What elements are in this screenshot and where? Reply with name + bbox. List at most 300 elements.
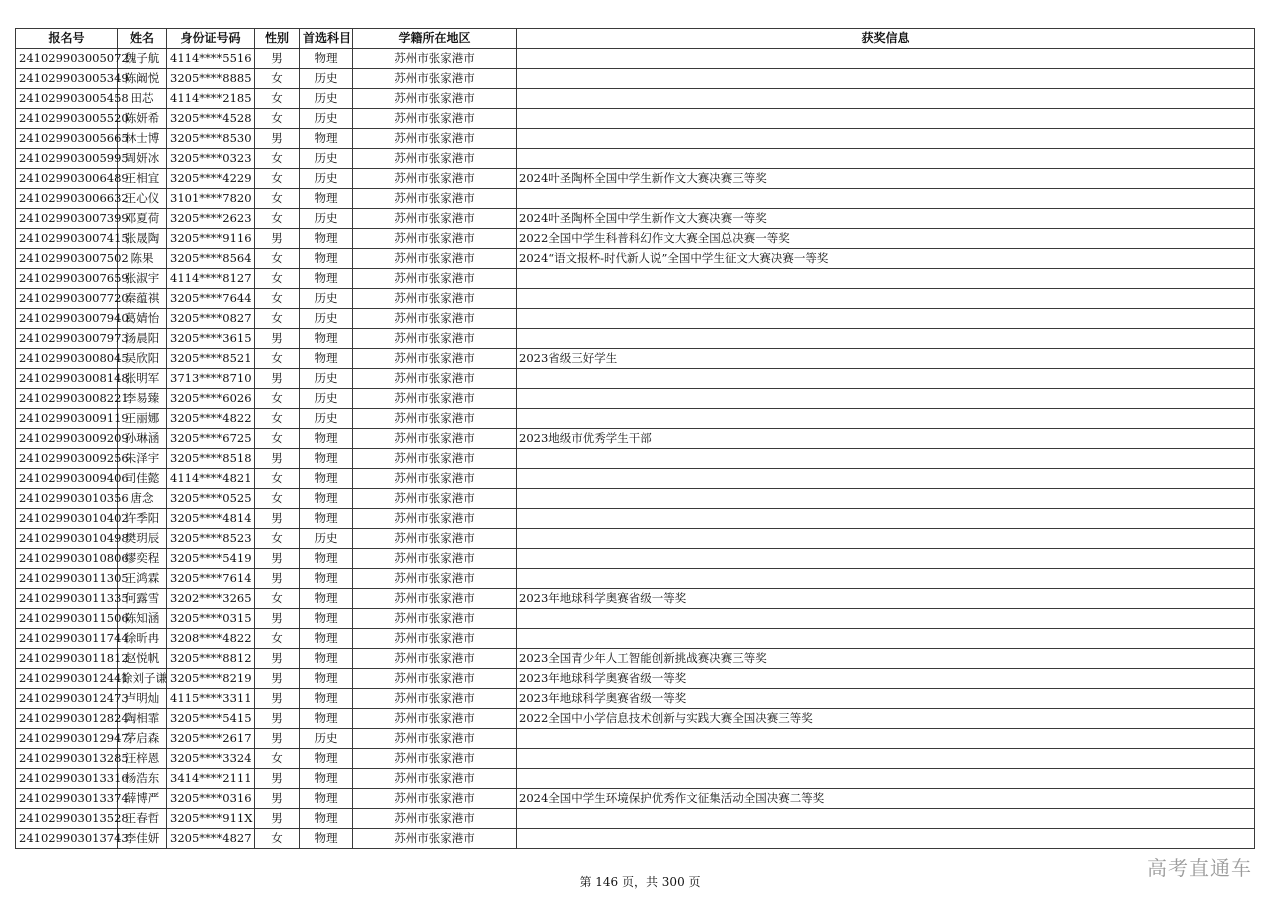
cell-id-number: 3205****8564: [167, 249, 255, 269]
cell-subject: 物理: [300, 509, 353, 529]
table-row: [16, 49, 1255, 69]
cell-name: 王春哲: [118, 809, 167, 829]
cell-award: [517, 269, 1255, 289]
cell-reg-number: 241029903011335: [16, 589, 118, 609]
cell-name: 汤晨阳: [118, 329, 167, 349]
cell-reg-number: 241029903008221: [16, 389, 118, 409]
cell-name: 王鸿霖: [118, 569, 167, 589]
cell-region: 苏州市张家港市: [353, 329, 517, 349]
cell-award: 2023年地球科学奥赛省级一等奖: [517, 589, 1255, 609]
cell-award: [517, 189, 1255, 209]
cell-name: 陶相霏: [118, 709, 167, 729]
cell-award: 2024全国中学生环境保护优秀作文征集活动全国决赛二等奖: [517, 789, 1255, 809]
cell-region: 苏州市张家港市: [353, 609, 517, 629]
cell-subject: 物理: [300, 249, 353, 269]
cell-award: [517, 149, 1255, 169]
cell-subject: 物理: [300, 689, 353, 709]
cell-gender: 男: [255, 329, 300, 349]
cell-gender: 女: [255, 209, 300, 229]
cell-subject: 历史: [300, 169, 353, 189]
cell-subject: 历史: [300, 209, 353, 229]
table-row: [16, 729, 1255, 749]
table-row: [16, 309, 1255, 329]
cell-id-number: 3205****6725: [167, 429, 255, 449]
cell-reg-number: 241029903005458: [16, 89, 118, 109]
cell-gender: 女: [255, 529, 300, 549]
cell-gender: 男: [255, 649, 300, 669]
table-row: [16, 449, 1255, 469]
cell-region: 苏州市张家港市: [353, 649, 517, 669]
cell-gender: 女: [255, 829, 300, 849]
cell-gender: 女: [255, 189, 300, 209]
cell-award: [517, 769, 1255, 789]
cell-award: [517, 369, 1255, 389]
cell-id-number: 3205****5415: [167, 709, 255, 729]
cell-name: 秦蕴祺: [118, 289, 167, 309]
cell-name: 陈妍希: [118, 109, 167, 129]
cell-region: 苏州市张家港市: [353, 569, 517, 589]
cell-name: 汪梓恩: [118, 749, 167, 769]
table-row: [16, 489, 1255, 509]
cell-name: 张晟陶: [118, 229, 167, 249]
cell-region: 苏州市张家港市: [353, 49, 517, 69]
cell-reg-number: 241029903008045: [16, 349, 118, 369]
table-header-row: [16, 29, 1255, 49]
cell-reg-number: 241029903005665: [16, 129, 118, 149]
cell-region: 苏州市张家港市: [353, 309, 517, 329]
cell-reg-number: 241029903009406: [16, 469, 118, 489]
header-id-number: 身份证号码: [167, 29, 255, 49]
cell-region: 苏州市张家港市: [353, 629, 517, 649]
cell-award: [517, 309, 1255, 329]
table-row: [16, 229, 1255, 249]
cell-reg-number: 241029903013285: [16, 749, 118, 769]
cell-gender: 女: [255, 389, 300, 409]
table-row: [16, 629, 1255, 649]
cell-name: 魏子航: [118, 49, 167, 69]
cell-id-number: 3205****0323: [167, 149, 255, 169]
cell-name: 周妍冰: [118, 149, 167, 169]
cell-gender: 男: [255, 609, 300, 629]
table-row: [16, 509, 1255, 529]
cell-subject: 物理: [300, 189, 353, 209]
cell-gender: 男: [255, 689, 300, 709]
cell-award: 2022全国中学生科普科幻作文大赛全国总决赛一等奖: [517, 229, 1255, 249]
cell-region: 苏州市张家港市: [353, 249, 517, 269]
cell-id-number: 3205****7614: [167, 569, 255, 589]
cell-name: 孙琳涵: [118, 429, 167, 449]
cell-award: [517, 289, 1255, 309]
table-row: [16, 169, 1255, 189]
table-row: [16, 769, 1255, 789]
cell-name: 杨浩东: [118, 769, 167, 789]
table-row: [16, 69, 1255, 89]
cell-reg-number: 241029903013374: [16, 789, 118, 809]
cell-region: 苏州市张家港市: [353, 189, 517, 209]
cell-reg-number: 241029903009209: [16, 429, 118, 449]
cell-subject: 历史: [300, 389, 353, 409]
cell-region: 苏州市张家港市: [353, 489, 517, 509]
cell-subject: 物理: [300, 649, 353, 669]
cell-region: 苏州市张家港市: [353, 509, 517, 529]
cell-name: 王心仪: [118, 189, 167, 209]
cell-name: 茅启森: [118, 729, 167, 749]
cell-reg-number: 241029903010356: [16, 489, 118, 509]
header-name: 姓名: [118, 29, 167, 49]
cell-region: 苏州市张家港市: [353, 389, 517, 409]
cell-reg-number: 241029903005349: [16, 69, 118, 89]
cell-subject: 物理: [300, 49, 353, 69]
cell-id-number: 3205****4528: [167, 109, 255, 129]
cell-name: 王相宜: [118, 169, 167, 189]
cell-name: 卢明灿: [118, 689, 167, 709]
cell-id-number: 3205****8530: [167, 129, 255, 149]
cell-id-number: 4114****2185: [167, 89, 255, 109]
cell-gender: 男: [255, 789, 300, 809]
cell-id-number: 3205****8518: [167, 449, 255, 469]
cell-award: 2023年地球科学奥赛省级一等奖: [517, 669, 1255, 689]
cell-gender: 女: [255, 89, 300, 109]
table-row: [16, 329, 1255, 349]
cell-subject: 物理: [300, 549, 353, 569]
cell-subject: 物理: [300, 329, 353, 349]
cell-gender: 男: [255, 129, 300, 149]
cell-gender: 女: [255, 149, 300, 169]
cell-reg-number: 241029903007502: [16, 249, 118, 269]
cell-name: 司佳懿: [118, 469, 167, 489]
cell-gender: 女: [255, 749, 300, 769]
table-row: [16, 249, 1255, 269]
cell-subject: 物理: [300, 269, 353, 289]
cell-gender: 男: [255, 369, 300, 389]
cell-reg-number: 241029903006632: [16, 189, 118, 209]
cell-region: 苏州市张家港市: [353, 789, 517, 809]
cell-id-number: 4114****5516: [167, 49, 255, 69]
cell-gender: 女: [255, 349, 300, 369]
cell-region: 苏州市张家港市: [353, 289, 517, 309]
cell-region: 苏州市张家港市: [353, 709, 517, 729]
cell-region: 苏州市张家港市: [353, 589, 517, 609]
cell-award: [517, 469, 1255, 489]
cell-name: 朱泽宇: [118, 449, 167, 469]
cell-name: 王丽娜: [118, 409, 167, 429]
cell-reg-number: 241029903010498: [16, 529, 118, 549]
cell-reg-number: 241029903007399: [16, 209, 118, 229]
header-subject: 首选科目: [300, 29, 353, 49]
cell-award: [517, 549, 1255, 569]
cell-subject: 历史: [300, 409, 353, 429]
cell-id-number: 3205****0827: [167, 309, 255, 329]
cell-id-number: 3205****8219: [167, 669, 255, 689]
cell-reg-number: 241029903011812: [16, 649, 118, 669]
cell-subject: 物理: [300, 349, 353, 369]
cell-subject: 历史: [300, 149, 353, 169]
cell-name: 葛婧怡: [118, 309, 167, 329]
table-row: [16, 809, 1255, 829]
cell-region: 苏州市张家港市: [353, 69, 517, 89]
cell-id-number: 3414****2111: [167, 769, 255, 789]
cell-subject: 物理: [300, 489, 353, 509]
cell-reg-number: 241029903007973: [16, 329, 118, 349]
cell-id-number: 3205****0316: [167, 789, 255, 809]
cell-subject: 历史: [300, 309, 353, 329]
cell-subject: 物理: [300, 749, 353, 769]
cell-subject: 物理: [300, 469, 353, 489]
cell-reg-number: 241029903009256: [16, 449, 118, 469]
cell-award: [517, 829, 1255, 849]
cell-reg-number: 241029903012441: [16, 669, 118, 689]
table-row: [16, 289, 1255, 309]
cell-reg-number: 241029903007415: [16, 229, 118, 249]
cell-award: 2024叶圣陶杯全国中学生新作文大赛决赛一等奖: [517, 209, 1255, 229]
cell-subject: 历史: [300, 289, 353, 309]
cell-subject: 物理: [300, 429, 353, 449]
cell-name: 何露雪: [118, 589, 167, 609]
cell-subject: 物理: [300, 709, 353, 729]
table-row: [16, 469, 1255, 489]
cell-award: [517, 609, 1255, 629]
cell-region: 苏州市张家港市: [353, 89, 517, 109]
cell-subject: 物理: [300, 829, 353, 849]
header-reg-number: 报名号: [16, 29, 118, 49]
cell-region: 苏州市张家港市: [353, 229, 517, 249]
cell-gender: 女: [255, 489, 300, 509]
cell-reg-number: 241029903007940: [16, 309, 118, 329]
table-row: [16, 649, 1255, 669]
cell-region: 苏州市张家港市: [353, 369, 517, 389]
cell-award: [517, 389, 1255, 409]
table-row: [16, 349, 1255, 369]
cell-region: 苏州市张家港市: [353, 349, 517, 369]
cell-subject: 物理: [300, 609, 353, 629]
cell-award: 2022全国中小学信息技术创新与实践大赛全国决赛三等奖: [517, 709, 1255, 729]
cell-reg-number: 241029903013528: [16, 809, 118, 829]
cell-award: [517, 809, 1255, 829]
cell-region: 苏州市张家港市: [353, 829, 517, 849]
cell-gender: 女: [255, 629, 300, 649]
cell-gender: 女: [255, 69, 300, 89]
cell-gender: 女: [255, 589, 300, 609]
cell-region: 苏州市张家港市: [353, 209, 517, 229]
cell-id-number: 3205****8812: [167, 649, 255, 669]
cell-name: 徐昕冉: [118, 629, 167, 649]
cell-name: 林士博: [118, 129, 167, 149]
table-row: [16, 269, 1255, 289]
cell-region: 苏州市张家港市: [353, 269, 517, 289]
cell-id-number: 3205****0525: [167, 489, 255, 509]
cell-award: [517, 629, 1255, 649]
table-row: [16, 429, 1255, 449]
cell-name: 徐刘子谦: [118, 669, 167, 689]
cell-gender: 男: [255, 229, 300, 249]
cell-id-number: 3205****8885: [167, 69, 255, 89]
cell-id-number: 3205****6026: [167, 389, 255, 409]
cell-subject: 物理: [300, 569, 353, 589]
table-row: [16, 569, 1255, 589]
cell-id-number: 4114****8127: [167, 269, 255, 289]
cell-award: [517, 749, 1255, 769]
cell-name: 邓夏荷: [118, 209, 167, 229]
cell-region: 苏州市张家港市: [353, 129, 517, 149]
cell-award: [517, 89, 1255, 109]
cell-gender: 男: [255, 729, 300, 749]
cell-award: 2023省级三好学生: [517, 349, 1255, 369]
cell-reg-number: 241029903008148: [16, 369, 118, 389]
cell-gender: 男: [255, 809, 300, 829]
cell-gender: 男: [255, 509, 300, 529]
cell-subject: 历史: [300, 729, 353, 749]
cell-award: [517, 49, 1255, 69]
cell-reg-number: 241029903012824: [16, 709, 118, 729]
table-row: [16, 209, 1255, 229]
cell-subject: 物理: [300, 229, 353, 249]
cell-subject: 历史: [300, 529, 353, 549]
cell-gender: 女: [255, 309, 300, 329]
cell-id-number: 3205****2623: [167, 209, 255, 229]
cell-reg-number: 241029903009119: [16, 409, 118, 429]
cell-name: 陈阚悦: [118, 69, 167, 89]
table-body: [16, 49, 1255, 849]
cell-award: [517, 529, 1255, 549]
cell-subject: 物理: [300, 449, 353, 469]
page-footer: 第 146 页，共 300 页: [579, 875, 701, 889]
cell-id-number: 3713****8710: [167, 369, 255, 389]
cell-id-number: 3205****4827: [167, 829, 255, 849]
cell-region: 苏州市张家港市: [353, 669, 517, 689]
header-gender: 性别: [255, 29, 300, 49]
cell-region: 苏州市张家港市: [353, 469, 517, 489]
cell-id-number: 3205****2617: [167, 729, 255, 749]
cell-reg-number: 241029903005072: [16, 49, 118, 69]
cell-name: 赵悦帆: [118, 649, 167, 669]
cell-reg-number: 241029903006489: [16, 169, 118, 189]
cell-region: 苏州市张家港市: [353, 409, 517, 429]
cell-id-number: 4114****4821: [167, 469, 255, 489]
table-row: [16, 189, 1255, 209]
cell-region: 苏州市张家港市: [353, 169, 517, 189]
cell-region: 苏州市张家港市: [353, 809, 517, 829]
cell-region: 苏州市张家港市: [353, 529, 517, 549]
table-row: [16, 669, 1255, 689]
cell-id-number: 3205****7644: [167, 289, 255, 309]
cell-id-number: 3101****7820: [167, 189, 255, 209]
cell-award: [517, 509, 1255, 529]
table-row: [16, 609, 1255, 629]
cell-award: 2024叶圣陶杯全国中学生新作文大赛决赛三等奖: [517, 169, 1255, 189]
cell-gender: 女: [255, 429, 300, 449]
table-row: [16, 369, 1255, 389]
cell-id-number: 3205****0315: [167, 609, 255, 629]
table-row: [16, 829, 1255, 849]
cell-id-number: 3205****3324: [167, 749, 255, 769]
cell-subject: 历史: [300, 369, 353, 389]
cell-gender: 女: [255, 269, 300, 289]
cell-subject: 历史: [300, 109, 353, 129]
cell-reg-number: 241029903011744: [16, 629, 118, 649]
watermark: 高考直通车: [1147, 856, 1252, 880]
table-row: [16, 589, 1255, 609]
cell-reg-number: 241029903013743: [16, 829, 118, 849]
cell-gender: 男: [255, 669, 300, 689]
cell-region: 苏州市张家港市: [353, 729, 517, 749]
table-row: [16, 789, 1255, 809]
table-row: [16, 129, 1255, 149]
cell-award: [517, 109, 1255, 129]
cell-award: 2023全国青少年人工智能创新挑战赛决赛三等奖: [517, 649, 1255, 669]
cell-subject: 历史: [300, 69, 353, 89]
cell-name: 张淑宇: [118, 269, 167, 289]
cell-award: [517, 409, 1255, 429]
cell-id-number: 3205****4229: [167, 169, 255, 189]
cell-gender: 男: [255, 569, 300, 589]
cell-name: 缪奕程: [118, 549, 167, 569]
table-row: [16, 149, 1255, 169]
cell-award: 2024“语文报杯-时代新人说”全国中学生征文大赛决赛一等奖: [517, 249, 1255, 269]
cell-subject: 物理: [300, 769, 353, 789]
cell-gender: 男: [255, 769, 300, 789]
cell-id-number: 3205****4814: [167, 509, 255, 529]
header-award: 获奖信息: [517, 29, 1255, 49]
cell-id-number: 3205****9116: [167, 229, 255, 249]
cell-name: 薛博严: [118, 789, 167, 809]
cell-reg-number: 241029903007659: [16, 269, 118, 289]
cell-id-number: 3208****4822: [167, 629, 255, 649]
cell-name: 陈果: [118, 249, 167, 269]
table-row: [16, 409, 1255, 429]
cell-gender: 女: [255, 109, 300, 129]
cell-award: [517, 449, 1255, 469]
cell-name: 张明军: [118, 369, 167, 389]
cell-name: 陈知涵: [118, 609, 167, 629]
cell-reg-number: 241029903010806: [16, 549, 118, 569]
cell-gender: 男: [255, 549, 300, 569]
cell-region: 苏州市张家港市: [353, 449, 517, 469]
cell-subject: 物理: [300, 129, 353, 149]
results-table: [15, 28, 1255, 849]
cell-gender: 女: [255, 469, 300, 489]
cell-id-number: 3202****3265: [167, 589, 255, 609]
cell-id-number: 3205****4822: [167, 409, 255, 429]
table-row: [16, 689, 1255, 709]
cell-award: [517, 729, 1255, 749]
cell-reg-number: 241029903012947: [16, 729, 118, 749]
table-row: [16, 389, 1255, 409]
cell-award: 2023年地球科学奥赛省级一等奖: [517, 689, 1255, 709]
cell-gender: 女: [255, 249, 300, 269]
table-row: [16, 549, 1255, 569]
cell-id-number: 3205****911X: [167, 809, 255, 829]
cell-id-number: 3205****8523: [167, 529, 255, 549]
cell-award: [517, 569, 1255, 589]
cell-name: 吴欣阳: [118, 349, 167, 369]
cell-reg-number: 241029903005520: [16, 109, 118, 129]
cell-name: 许季阳: [118, 509, 167, 529]
cell-region: 苏州市张家港市: [353, 689, 517, 709]
cell-gender: 女: [255, 289, 300, 309]
cell-reg-number: 241029903011305: [16, 569, 118, 589]
cell-name: 田芯: [118, 89, 167, 109]
cell-region: 苏州市张家港市: [353, 429, 517, 449]
table-row: [16, 709, 1255, 729]
cell-subject: 物理: [300, 669, 353, 689]
cell-subject: 历史: [300, 89, 353, 109]
cell-name: 李易臻: [118, 389, 167, 409]
cell-id-number: 4115****3311: [167, 689, 255, 709]
cell-gender: 男: [255, 49, 300, 69]
cell-name: 唐念: [118, 489, 167, 509]
cell-gender: 男: [255, 709, 300, 729]
cell-reg-number: 241029903011506: [16, 609, 118, 629]
